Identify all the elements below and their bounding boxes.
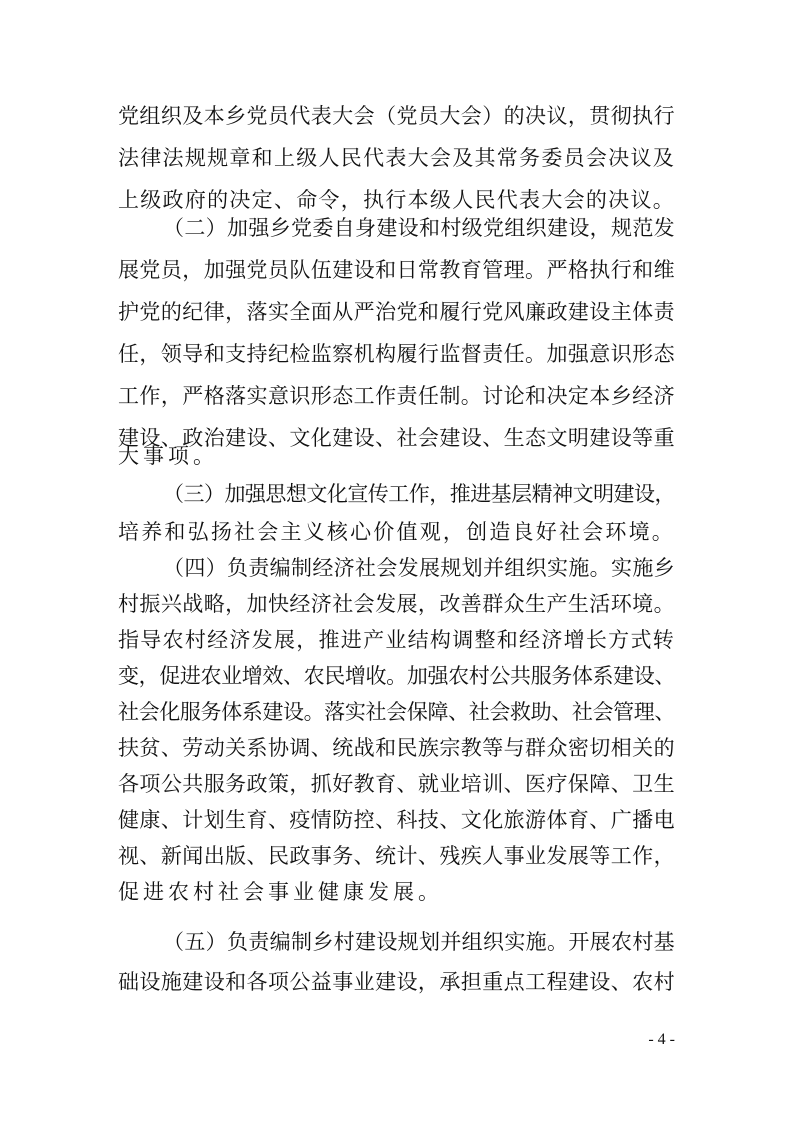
- text-line: 建设、政治建设、文化建设、社会建设、生态文明建设等重: [118, 426, 675, 450]
- text-line: （四）负责编制经济社会发展规划并组织实施。实施乡: [163, 556, 675, 580]
- text-line: 上级政府的决定、命令，执行本级人民代表大会的决议。: [118, 188, 675, 212]
- text-line: 培养和弘扬社会主义核心价值观，创造良好社会环境。: [118, 520, 675, 544]
- text-line: 社会化服务体系建设。落实社会保障、社会救助、社会管理、: [118, 700, 675, 724]
- text-line: 护党的纪律，落实全面从严治党和履行党风廉政建设主体责: [118, 300, 675, 324]
- text-line: 展党员，加强党员队伍建设和日常教育管理。严格执行和维: [118, 258, 675, 282]
- text-line: 党组织及本乡党员代表大会（党员大会）的决议，贯彻执行: [118, 104, 675, 128]
- text-line: （三）加强思想文化宣传工作，推进基层精神文明建设，: [163, 482, 675, 506]
- text-line: 工作，严格落实意识形态工作责任制。讨论和决定本乡经济: [118, 384, 675, 408]
- text-line: 法律法规规章和上级人民代表大会及其常务委员会决议及: [118, 146, 675, 170]
- text-line: 促进农村社会事业健康发展。: [118, 880, 443, 904]
- text-line: 指导农村经济发展，推进产业结构调整和经济增长方式转: [118, 628, 675, 652]
- text-line: 扶贫、劳动关系协调、统战和民族宗教等与群众密切相关的: [118, 736, 675, 760]
- text-line: （二）加强乡党委自身建设和村级党组织建设，规范发: [163, 216, 675, 240]
- text-line: 任，领导和支持纪检监察机构履行监督责任。加强意识形态: [118, 342, 675, 366]
- text-line: 各项公共服务政策，抓好教育、就业培训、医疗保障、卫生: [118, 772, 675, 796]
- text-line: 变，促进农业增效、农民增收。加强农村公共服务体系建设、: [118, 664, 675, 688]
- page-number: - 4 -: [648, 1031, 675, 1048]
- text-line: 健康、计划生育、疫情防控、科技、文化旅游体育、广播电: [118, 808, 675, 832]
- text-line: （五）负责编制乡村建设规划并组织实施。开展农村基: [163, 930, 675, 954]
- text-line: 大事项。: [118, 444, 218, 468]
- text-line: 村振兴战略，加快经济社会发展，改善群众生产生活环境。: [118, 592, 675, 616]
- text-line: 视、新闻出版、民政事务、统计、残疾人事业发展等工作，: [118, 844, 675, 868]
- text-line: 础设施建设和各项公益事业建设，承担重点工程建设、农村: [118, 970, 675, 994]
